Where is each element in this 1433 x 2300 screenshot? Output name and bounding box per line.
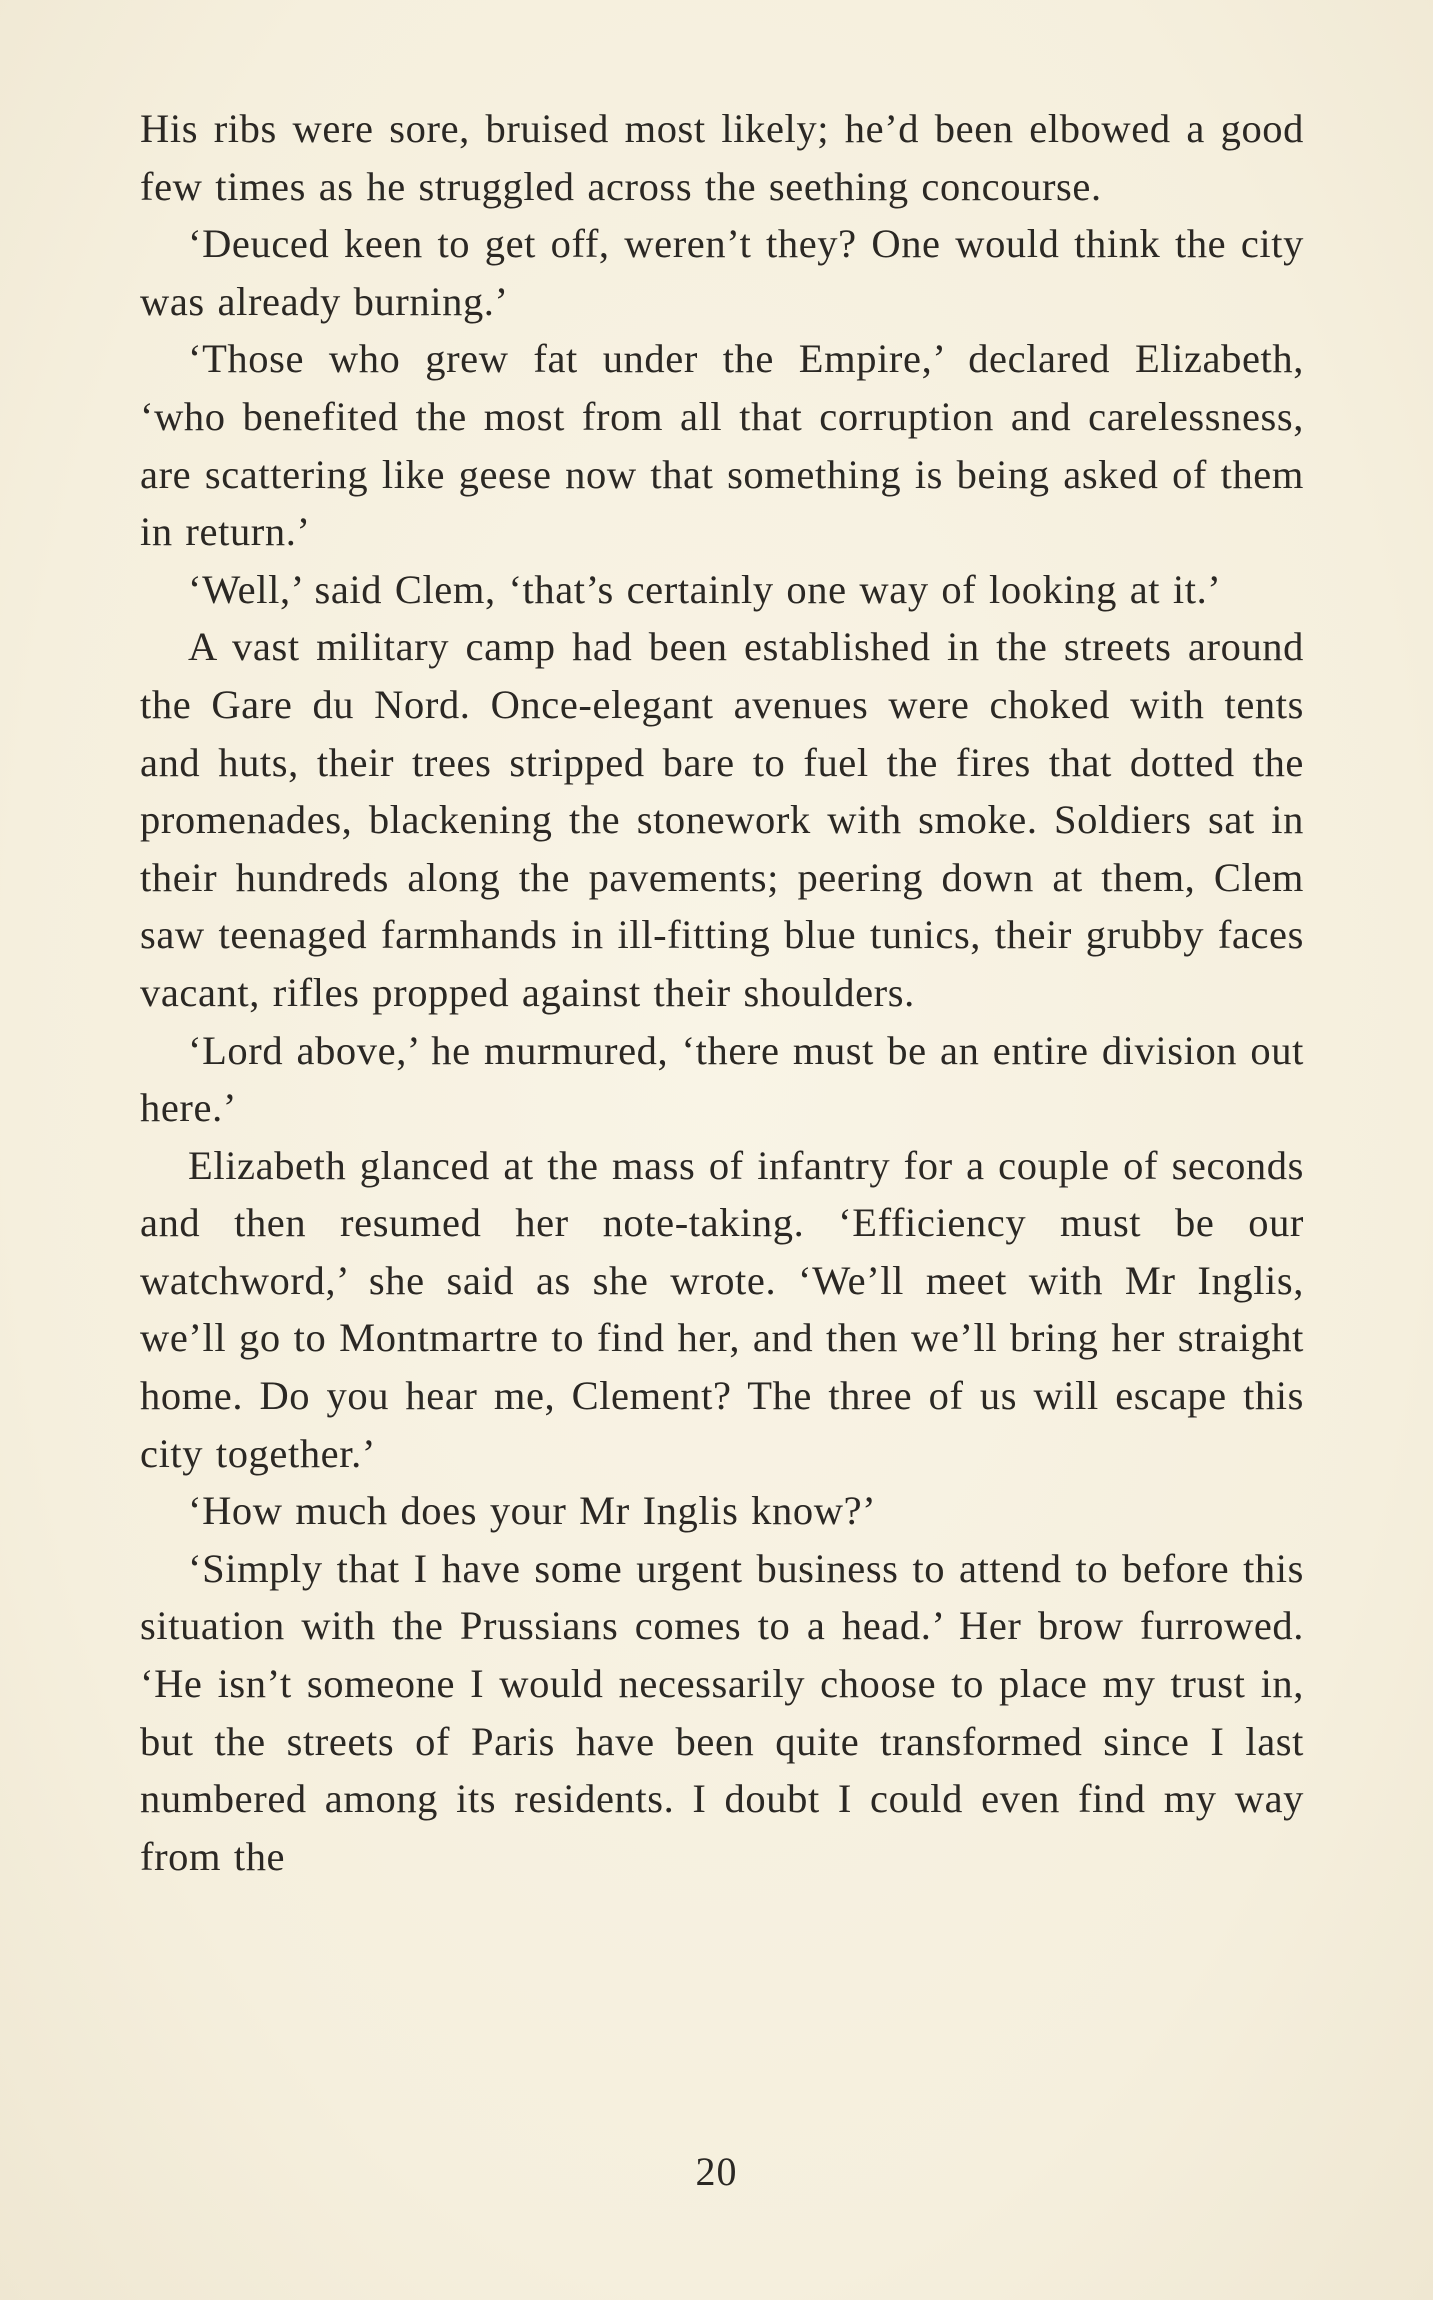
paragraph: ‘Well,’ said Clem, ‘that’s certainly one way of looking at it.’ xyxy=(188,566,1222,612)
paragraph: Elizabeth glanced at the mass of infantry for a couple of seconds and then resumed her note-taking. ‘Efficiency must be our watchword,’ she said as she wrote. ‘We’ll meet with Mr Inglis, we’ll go to Montmartre to find her, and then we’ll bring her straight home. Do you hear me, Clement? The three of us will escape this city together.’ xyxy=(140,1142,1304,1476)
paragraph: ‘Simply that I have some urgent business to attend to before this situation with the Prussians comes to a head.’ Her brow furrowed. ‘He isn’t someone I would necessarily choose to place my trust in, but the streets of Paris have been quite transformed since I last numbered among its residents. I doubt I could even find my way from the xyxy=(140,1545,1304,1879)
paragraph: A vast military camp had been established in the streets around the Gare du Nord. Once-elegant avenues were choked with tents and huts, their trees stripped bare to fuel the fires that dotted the promenades, blackening the stonework with smoke. Soldiers sat in their hundreds along the pavements; peering down at them, Clem saw teenaged farmhands in ill-fitting blue tunics, their grubby faces vacant, rifles propped against their shoulders. xyxy=(140,624,1304,1015)
paragraph: ‘Lord above,’ he murmured, ‘there must be an entire division out here.’ xyxy=(140,1027,1304,1131)
paragraph: ‘Deuced keen to get off, weren’t they? One would think the city was already burning.’ xyxy=(140,221,1304,324)
page-number: 20 xyxy=(695,2149,738,2194)
paragraph: ‘How much does your Mr Inglis know?’ xyxy=(188,1488,877,1534)
paragraph: His ribs were sore, bruised most likely; he’d been elbowed a good few times as he struggled across the seething concourse. xyxy=(140,106,1304,209)
paragraph: ‘Those who grew fat under the Empire,’ declared Elizabeth, ‘who benefited the most from all that corruption and carelessness, are scattering like geese now that something is being asked of them in return.’ xyxy=(140,336,1304,555)
body-text xyxy=(140,100,1304,1885)
